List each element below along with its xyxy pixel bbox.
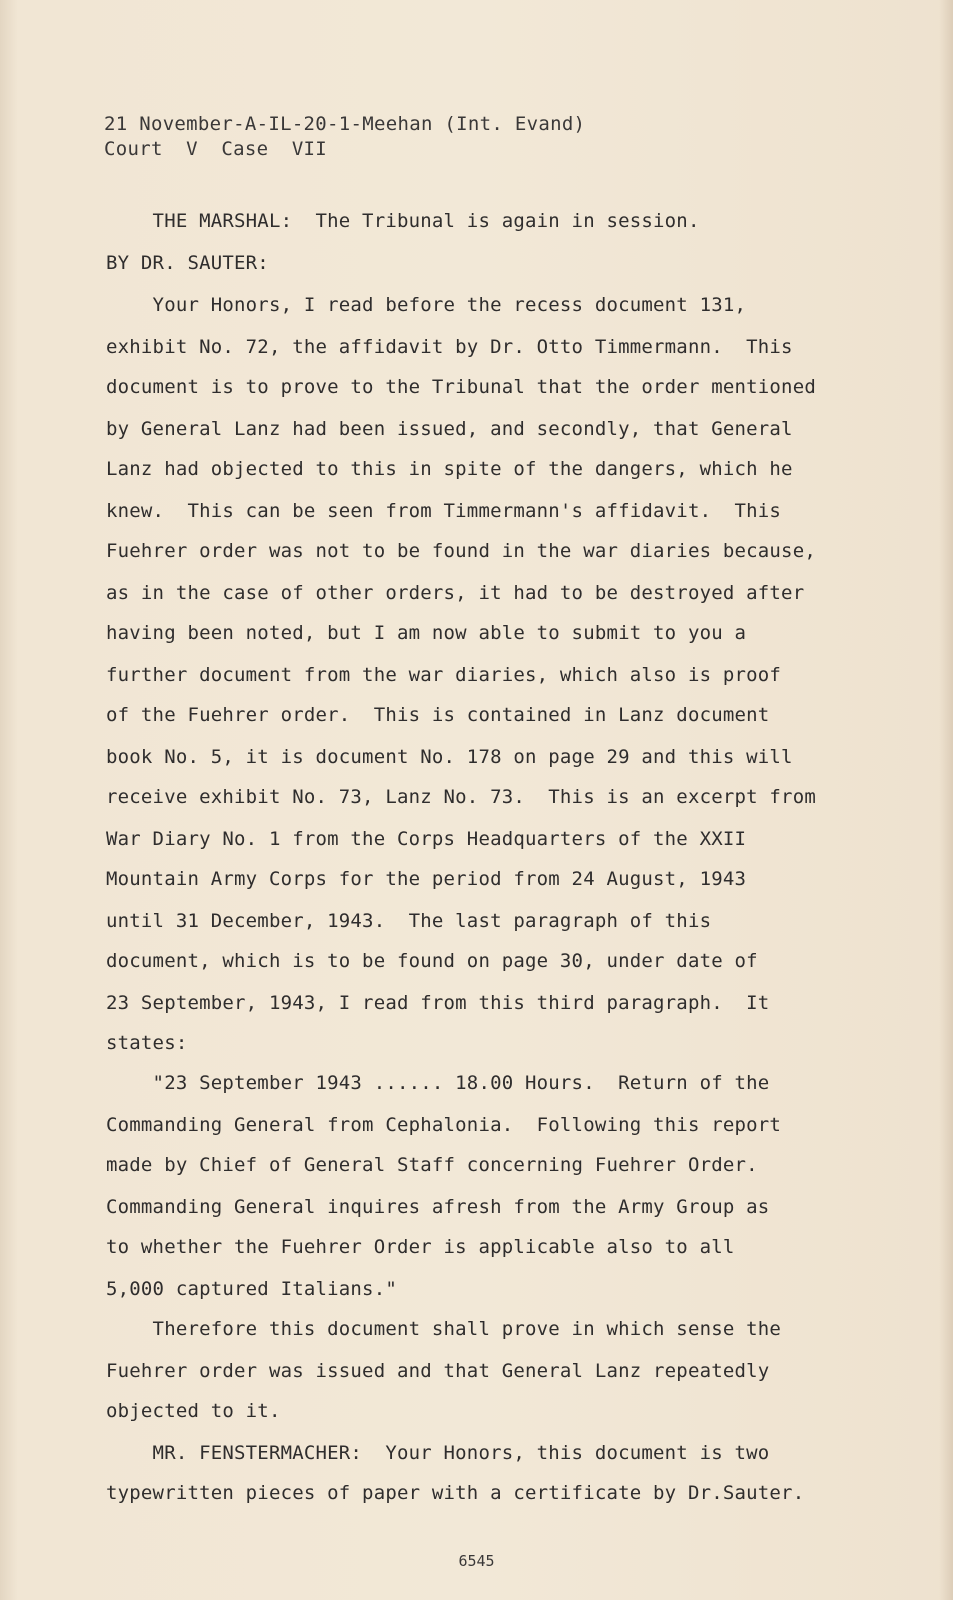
transcript-line: 23 September, 1943, I read from this third paragraph. It: [106, 992, 770, 1014]
transcript-line: exhibit No. 72, the affidavit by Dr. Otto Timmermann. This: [106, 336, 793, 358]
transcript-line: THE MARSHAL: The Tribunal is again in session.: [106, 210, 700, 232]
transcript-line: Your Honors, I read before the recess document 131,: [106, 294, 747, 316]
transcript-line: Lanz had objected to this in spite of the dangers, which he: [106, 458, 793, 480]
transcript-line: states:: [106, 1032, 188, 1054]
transcript-line: Commanding General from Cephalonia. Following this report: [106, 1114, 782, 1136]
transcript-line: knew. This can be seen from Timmermann's affidavit. This: [106, 500, 782, 522]
transcript-line: to whether the Fuehrer Order is applicable also to all: [106, 1236, 735, 1258]
transcript-line: 5,000 captured Italians.": [106, 1278, 397, 1300]
transcript-line: Commanding General inquires afresh from the Army Group as: [106, 1196, 770, 1218]
transcript-line: document, which is to be found on page 30, under date of: [106, 950, 758, 972]
transcript-line: typewritten pieces of paper with a certificate by Dr.Sauter.: [106, 1482, 805, 1504]
transcript-line: as in the case of other orders, it had to be destroyed after: [106, 582, 805, 604]
transcript-line: Therefore this document shall prove in which sense the: [106, 1318, 782, 1340]
transcript-line: further document from the war diaries, which also is proof: [106, 664, 782, 686]
page-edge-shadow: [939, 0, 953, 1600]
transcript-line: by General Lanz had been issued, and secondly, that General: [106, 418, 793, 440]
transcript-line: receive exhibit No. 73, Lanz No. 73. This is an excerpt from: [106, 786, 816, 808]
transcript-line: War Diary No. 1 from the Corps Headquarters of the XXII: [106, 828, 747, 850]
transcript-line: of the Fuehrer order. This is contained in Lanz document: [106, 704, 770, 726]
transcript-line: MR. FENSTERMACHER: Your Honors, this document is two: [106, 1442, 770, 1464]
transcript-line: document is to prove to the Tribunal that the order mentioned: [106, 376, 816, 398]
transcript-line: Mountain Army Corps for the period from 24 August, 1943: [106, 868, 747, 890]
document-header: [104, 112, 585, 162]
transcript-line: "23 September 1943 ...... 18.00 Hours. Return of the: [106, 1072, 770, 1094]
transcript-line: objected to it.: [106, 1400, 281, 1422]
header-line-1: 21 November-A-IL-20-1-Meehan (Int. Evand): [104, 113, 586, 135]
transcript-line: book No. 5, it is document No. 178 on page 29 and this will: [106, 746, 793, 768]
transcript-line: Fuehrer order was not to be found in the war diaries because,: [106, 540, 816, 562]
transcript-line: until 31 December, 1943. The last paragraph of this: [106, 910, 712, 932]
transcript-line: having been noted, but I am now able to submit to you a: [106, 622, 747, 644]
transcript-line: BY DR. SAUTER:: [106, 252, 269, 274]
header-line-2: Court V Case VII: [104, 138, 328, 160]
transcript-line: made by Chief of General Staff concerning Fuehrer Order.: [106, 1154, 758, 1176]
page-number: 6545: [458, 1552, 495, 1570]
transcript-line: Fuehrer order was issued and that General Lanz repeatedly: [106, 1360, 770, 1382]
